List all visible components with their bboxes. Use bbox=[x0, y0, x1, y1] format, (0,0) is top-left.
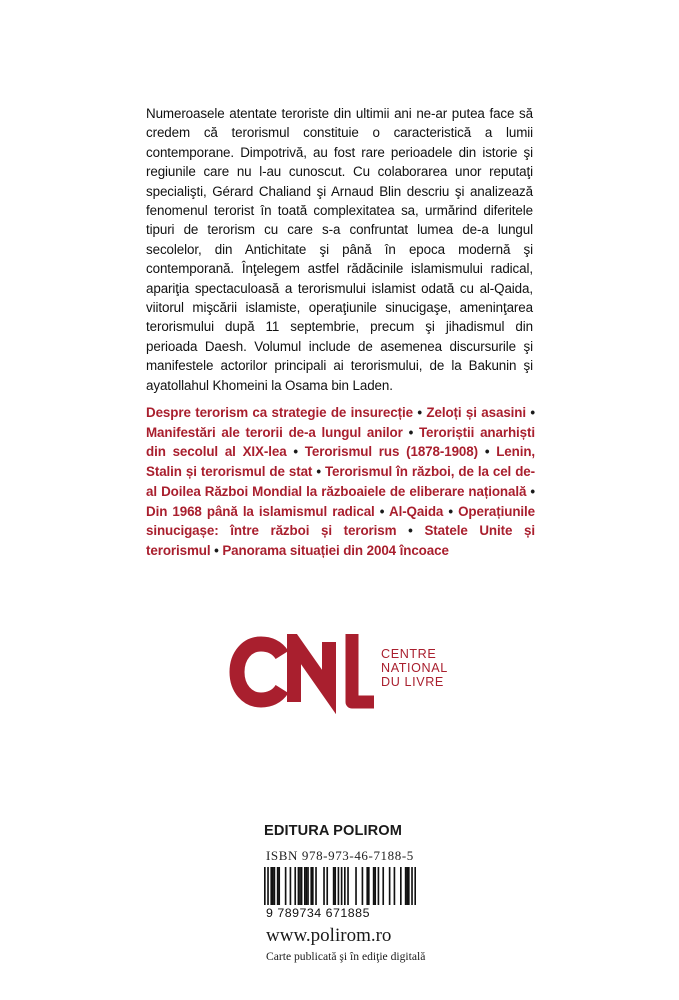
toc-bullet: • bbox=[417, 405, 422, 420]
barcode-bar bbox=[382, 867, 384, 905]
toc-bullet: • bbox=[293, 444, 298, 460]
toc-item: Operațiunile sinucigașe: între război și terorism bbox=[146, 503, 536, 539]
toc-bullet: • bbox=[408, 424, 414, 440]
barcode-bar bbox=[400, 867, 402, 905]
toc-item: Statele Unite și terorismul bbox=[146, 523, 535, 558]
barcode-bar bbox=[307, 867, 309, 905]
barcode-bar bbox=[270, 867, 272, 905]
isbn-label: ISBN 978-973-46-7188-5 bbox=[266, 848, 414, 863]
back-cover-blurb bbox=[146, 104, 533, 395]
barcode-bar bbox=[301, 867, 303, 905]
barcode-bar bbox=[374, 867, 376, 905]
barcode-digits: 9 789734 671885 bbox=[266, 906, 370, 920]
isbn-barcode bbox=[264, 867, 416, 905]
toc-item: Lenin, Stalin și terorismul de stat bbox=[146, 444, 536, 480]
barcode-bar bbox=[408, 867, 410, 905]
cnl-logo-letter-n bbox=[294, 642, 329, 702]
barcode-bar bbox=[334, 867, 336, 905]
cnl-caption-line: DU LIVRE bbox=[381, 675, 444, 690]
toc-bullet: • bbox=[448, 503, 453, 519]
barcode-bar bbox=[347, 867, 349, 905]
barcode-bar bbox=[362, 867, 364, 905]
toc-item: Zeloți și asasini bbox=[426, 405, 526, 420]
barcode-bar bbox=[333, 867, 335, 905]
barcode-bar bbox=[411, 867, 413, 905]
barcode-bar bbox=[272, 867, 274, 905]
barcode-bar bbox=[267, 867, 269, 905]
barcode-bar bbox=[389, 867, 391, 905]
toc-item: Din 1968 până la islamismul radical bbox=[146, 503, 375, 519]
toc-item: Manifestări ale terorii de-a lungul anilor bbox=[146, 424, 403, 440]
toc-bullet: • bbox=[530, 483, 535, 499]
toc-bullet: • bbox=[484, 444, 490, 460]
barcode-bar bbox=[368, 867, 370, 905]
barcode-bar bbox=[414, 867, 416, 905]
cnl-logo-letter-c bbox=[237, 644, 282, 700]
barcode-bar bbox=[299, 867, 301, 905]
cnl-logo-caption bbox=[381, 647, 448, 690]
toc-bullet: • bbox=[408, 523, 413, 539]
cnl-logo-letter-l bbox=[352, 634, 374, 702]
toc-bullet: • bbox=[214, 542, 219, 558]
cnl-caption-line: NATIONAL bbox=[381, 661, 448, 676]
barcode-bar bbox=[338, 867, 340, 905]
toc-item: Despre terorism ca strategie de insurecție bbox=[146, 405, 413, 420]
toc-bullet: • bbox=[379, 503, 385, 519]
digital-edition-note: Carte publicată şi în ediţie digitală bbox=[266, 950, 426, 963]
cnl-logo bbox=[228, 634, 488, 714]
publisher-name: EDITURA POLIROM bbox=[264, 823, 402, 839]
publisher-website: www.polirom.ro bbox=[266, 925, 392, 946]
toc-item: Panorama situației din 2004 încoace bbox=[222, 542, 449, 558]
toc-item: Al-Qaida bbox=[389, 503, 444, 519]
barcode-bar bbox=[274, 867, 276, 905]
barcode-bar bbox=[405, 867, 407, 905]
barcode-bar bbox=[264, 867, 266, 905]
barcode-bar bbox=[373, 867, 375, 905]
barcode-bar bbox=[394, 867, 396, 905]
table-of-contents bbox=[146, 403, 535, 561]
barcode-bar bbox=[298, 867, 300, 905]
barcode-bar bbox=[341, 867, 343, 905]
cnl-caption-line: CENTRE bbox=[381, 647, 437, 661]
blurb-text: Numeroasele atentate teroriste din ultimii ani ne-ar putea face să credem că terorismul constituie o caracteristică a lumii contemporane. Dimpotrivă, au fost rare perioadele din istorie şi regiunile care nu l-au cunoscut. Cu colaborarea unor reputaţi specialişti, Gérard Chaliand şi Arnaud Blin descriu şi analizează fenomenul terorist în toată complexitatea sa, urmărind diferitele tipuri de terorism cu care s-a confruntat lumea de-a lungul secolelor, din Antichitate şi până în epoca modernă şi contemporană. Înţelegem astfel rădăcinile islamismului radical, apariţia spectaculoasă a terorismului islamist odată cu al-Qaida, viitorul mişcării islamiste, operaţiunile sinucigaşe, ameninţarea terorismului după 11 septembrie, precum şi jihadismul din perioada Daesh. Volumul include de asemenea discursurile şi manifestele actorilor principali ai terorismului, de la Bakunin şi ayatollahul Khomeini la Osama bin Laden. bbox=[146, 106, 533, 393]
barcode-bar bbox=[294, 867, 296, 905]
toc-item: Teroriștii anarhiști din secolul al XIX-lea bbox=[146, 424, 535, 460]
barcode-bar bbox=[406, 867, 408, 905]
barcode-bar bbox=[355, 867, 357, 905]
barcode-bar bbox=[366, 867, 368, 905]
barcode-bar bbox=[312, 867, 314, 905]
barcode-bar bbox=[290, 867, 292, 905]
toc-item: Terorismul rus (1878-1908) bbox=[304, 444, 478, 460]
barcode-bar bbox=[304, 867, 306, 905]
barcode-bar bbox=[306, 867, 308, 905]
toc-bullet: • bbox=[316, 464, 321, 480]
toc-item: Terorismul în război, de la cel de-al Doilea Război Mondial la războaiele de eliberare națională bbox=[146, 464, 535, 499]
barcode-bar bbox=[326, 867, 328, 905]
barcode-bar bbox=[277, 867, 279, 905]
barcode-bar bbox=[378, 867, 380, 905]
barcode-bar bbox=[344, 867, 346, 905]
barcode-bar bbox=[285, 867, 287, 905]
barcode-bar bbox=[323, 867, 325, 905]
barcode-bar bbox=[278, 867, 280, 905]
barcode-bar bbox=[315, 867, 317, 905]
barcode-bar bbox=[310, 867, 312, 905]
toc-bullet: • bbox=[530, 405, 536, 420]
